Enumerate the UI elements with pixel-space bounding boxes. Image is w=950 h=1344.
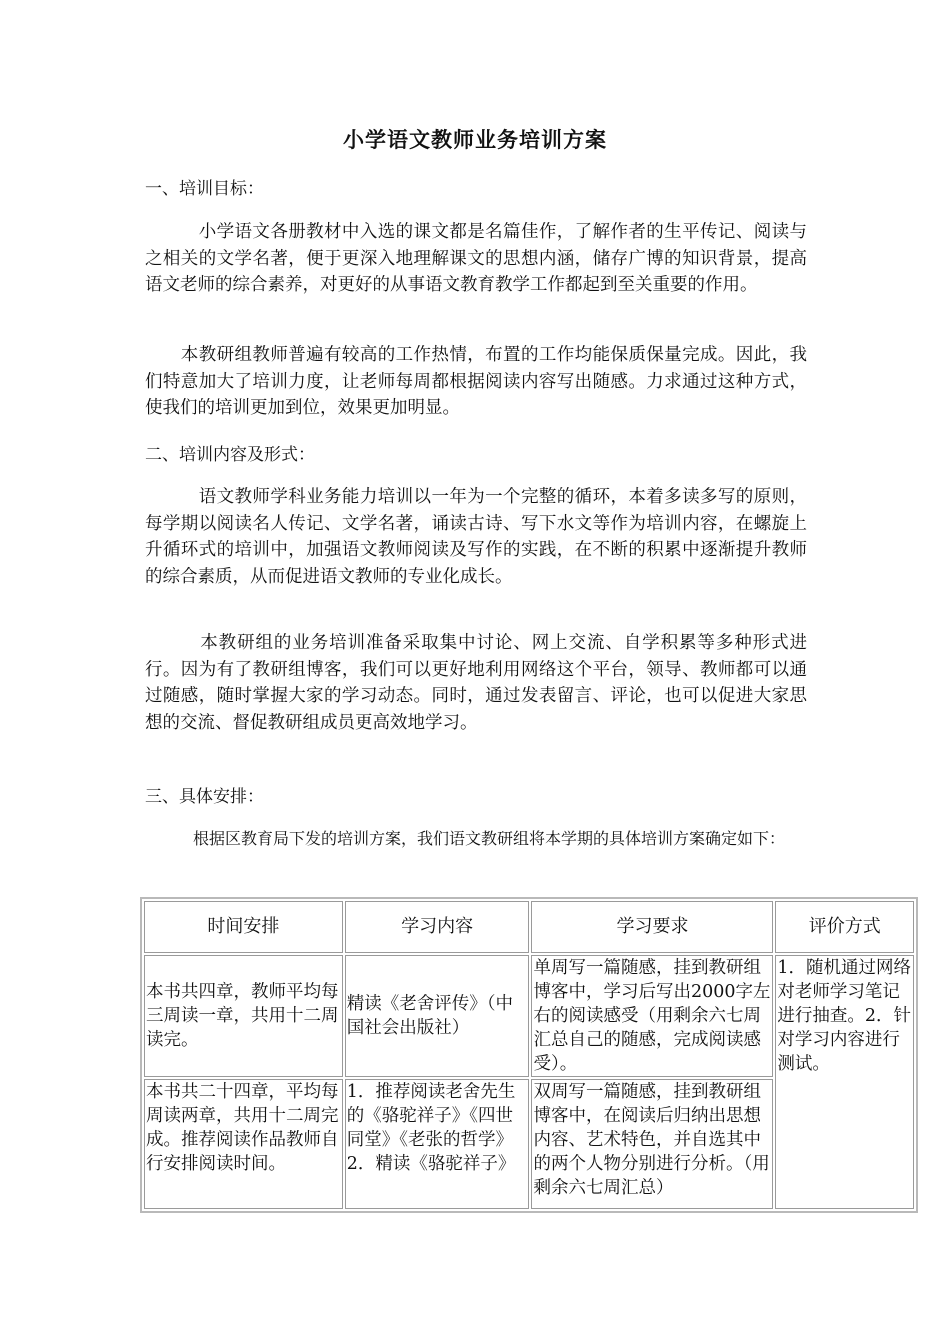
document-title: 小学语文教师业务培训方案 (343, 127, 607, 152)
row1-requirement: 单周写一篇随感，挂到教研组博客中，学习后写出2000字左右的阅读感受（用剩余六七周汇总自己的随感，完成阅读感受）。 (531, 955, 773, 1077)
row2-time-text: 本书共二十四章，平均每周读两章，共用十二周完成。推荐阅读作品教师自行安排阅读时间。 (146, 1082, 339, 1174)
table-header-row (144, 901, 914, 953)
paragraph-content-1: 语文教师学科业务能力培训以一年为一个完整的循环，本着多读多写的原则，每学期以阅读名人传记、文学名著，诵读古诗、写下水文等作为培训内容，在螺旋上升循环式的培训中，加强语文教师阅读及写作的实践，在不断的积累中逐渐提升教师的综合素质，从而促进语文教师的专业化成长。 (145, 487, 807, 587)
section-heading-goals: 一、培训目标： (145, 179, 264, 199)
row1-time: 本书共四章，教师平均每三周读一章，共用十二周读完。 (144, 955, 343, 1077)
section-heading-content: 二、培训内容及形式： (145, 445, 315, 465)
row2-requirement (531, 1079, 773, 1209)
paragraph-goals-2: 本教研组教师普遍有较高的工作热情，布置的工作均能保质保量完成。因此，我们特意加大了培训力度，让老师每周都根据阅读内容写出随感。力求通过这种方式，使我们的培训更加到位，效果更加明显。 (145, 345, 807, 418)
paragraph-schedule-1: 根据区教育局下发的培训方案，我们语文教研组将本学期的具体培训方案确定如下： (145, 829, 786, 848)
paragraph-content-2: 本教研组的业务培训准备采取集中讨论、网上交流、自学积累等多种形式进行。因为有了教研组博客，我们可以更好地利用网络这个平台，领导、教师都可以通过随感，随时掌握大家的学习动态。同时，通过发表留言、评论，也可以促进大家思想的交流、督促教研组成员更高效地学习。 (145, 633, 807, 733)
section-heading-schedule: 三、具体安排： (145, 787, 264, 807)
header-time: 时间安排 (144, 901, 343, 953)
row2-requirement-text: 双周写一篇随感，挂到教研组博客中，在阅读后归纳出思想内容、艺术特色，并自选其中的两个人物分别进行分析。（用剩余六七周汇总） (533, 1082, 770, 1198)
evaluation-cell: 1．随机通过网络对老师学习笔记进行抽查。2．针对学习内容进行测试。 (775, 955, 914, 1209)
header-content: 学习内容 (345, 901, 530, 953)
row1-content: 精读《老舍评传》（中国社会出版社） (345, 955, 530, 1077)
header-evaluation: 评价方式 (775, 901, 914, 953)
row2-time (144, 1079, 343, 1209)
table-row (144, 955, 914, 1077)
row2-content-text: 1．推荐阅读老舍先生的《骆驼祥子》《四世同堂》《老张的哲学》 2．精读《骆驼祥子》 (346, 1082, 516, 1174)
paragraph-goals-1: 小学语文各册教材中入选的课文都是名篇佳作，了解作者的生平传记、阅读与之相关的文学名著，便于更深入地理解课文的思想内涵，储存广博的知识背景，提高语文老师的综合素养，对更好的从事语文教育教学工作都起到至关重要的作用。 (145, 222, 807, 295)
row2-content (345, 1079, 530, 1209)
training-schedule-table (140, 897, 918, 1213)
header-requirement: 学习要求 (531, 901, 773, 953)
